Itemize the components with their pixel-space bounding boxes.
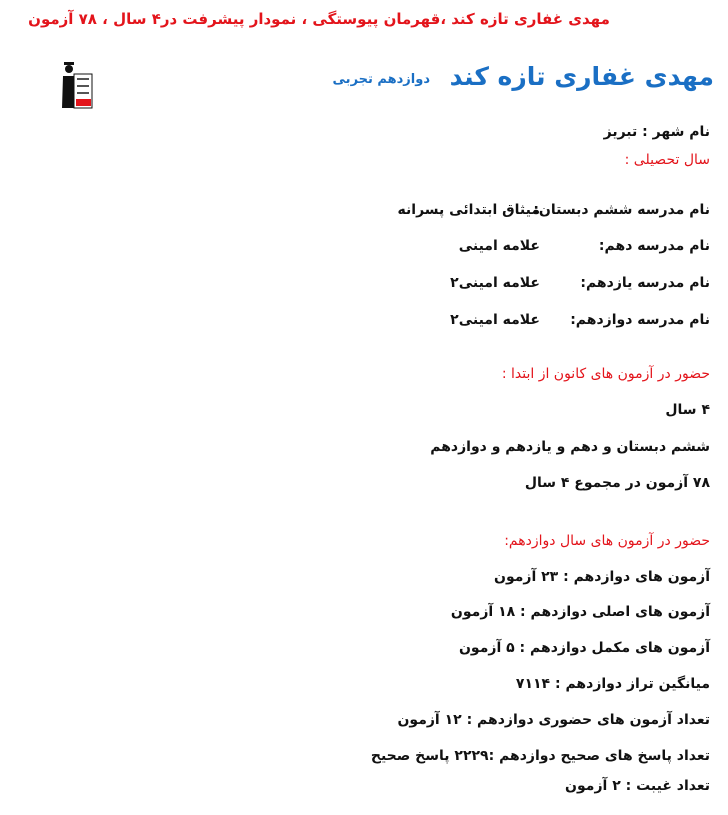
school-row	[280, 238, 710, 260]
grade-label: دوازدهم تجربی	[332, 72, 430, 87]
school-year-heading: سال تحصیلی :	[624, 152, 710, 168]
school-label: نام مدرسه یازدهم:	[580, 275, 710, 291]
page-title-text: مهدی غفاری تازه کند ،قهرمان پیوستگی ، نمودار پیشرفت در۴ سال ، ۷۸ آزمون	[28, 10, 610, 28]
school-value: علامه امینی۲	[450, 275, 540, 291]
kanoon-history-heading: حضور در آزمون های کانون از ابتدا :	[501, 366, 710, 382]
kanoon-logo-icon	[62, 58, 94, 112]
grade12-line: تعداد آزمون های حضوری دوازدهم : ۱۲ آزمون	[397, 712, 710, 728]
school-row	[280, 275, 710, 297]
grade12-line: آزمون های دوازدهم : ۲۳ آزمون	[494, 569, 710, 585]
grade12-heading: حضور در آزمون های سال دوازدهم:	[504, 533, 710, 549]
school-value: علامه امینی۲	[450, 312, 540, 328]
school-value: میثاق ابتدائی پسرانه	[397, 202, 540, 218]
school-label: نام مدرسه ششم دبستان:	[533, 202, 710, 218]
city: نام شهر : تبریز	[603, 124, 710, 140]
kanoon-history-line: ششم دبستان و دهم و یازدهم و دوازدهم	[430, 439, 710, 455]
grade12-line: تعداد غیبت : ۲ آزمون	[565, 778, 710, 794]
page-title	[0, 10, 728, 28]
school-label: نام مدرسه دوازدهم:	[570, 312, 710, 328]
school-row	[280, 202, 710, 224]
school-row	[280, 312, 710, 334]
kanoon-history-line: ۴ سال	[665, 402, 710, 418]
school-value: علامه امینی	[458, 238, 540, 254]
kanoon-history-line: ۷۸ آزمون در مجموع ۴ سال	[524, 475, 710, 491]
school-label: نام مدرسه دهم:	[598, 238, 710, 254]
grade12-line: تعداد پاسخ های صحیح دوازدهم :۲۲۲۹ پاسخ صحیح	[370, 748, 710, 764]
student-name: مهدی غفاری تازه کند	[449, 62, 714, 91]
grade12-line: آزمون های مکمل دوازدهم : ۵ آزمون	[458, 640, 710, 656]
grade12-line: میانگین تراز دوازدهم : ۷۱۱۴	[515, 676, 710, 692]
grade12-line: آزمون های اصلی دوازدهم : ۱۸ آزمون	[450, 604, 710, 620]
